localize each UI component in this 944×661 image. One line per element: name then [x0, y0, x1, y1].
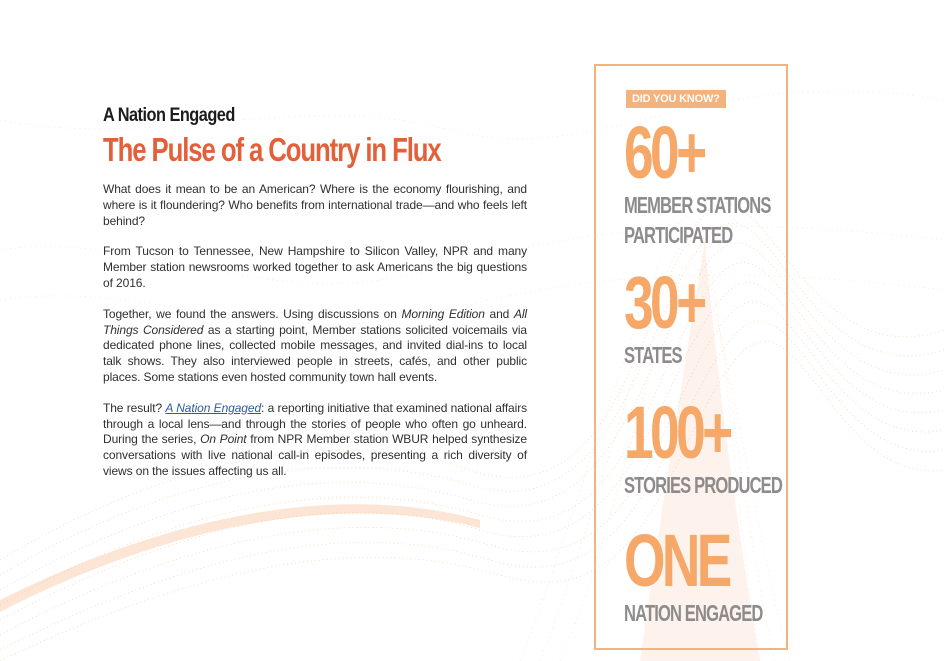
a-nation-engaged-link[interactable]: A Nation Engaged [165, 400, 262, 415]
paragraph-methods [103, 307, 527, 386]
stat-states [624, 261, 735, 370]
text-run: The result? [103, 400, 166, 415]
stat-label: PARTICIPATED [624, 222, 733, 248]
show-title-all-things-considered: All Things Considered [103, 306, 527, 337]
article-kicker: A Nation Engaged [103, 105, 235, 126]
stat-label: STATES [624, 342, 682, 368]
text-run: : a reporting initiative that examined national affairs through a local lens—and through the stories of people who often go unheard. During the series, [103, 400, 527, 447]
article-title: The Pulse of a Country in Flux [103, 131, 441, 168]
text-run: Together, we found the answers. Using discussions on [103, 306, 402, 321]
stat-label: STORIES PRODUCED [624, 472, 782, 498]
stat-value: 100+ [624, 391, 730, 474]
stat-value: 30+ [624, 261, 704, 344]
stat-value: 60+ [624, 111, 704, 194]
stat-label: NATION ENGAGED [624, 600, 763, 626]
stat-member-stations [624, 111, 827, 250]
stat-stories [624, 391, 843, 500]
stat-value: ONE [624, 519, 729, 602]
did-you-know-badge: DID YOU KNOW? [626, 90, 726, 108]
show-title-on-point: On Point [200, 432, 247, 447]
paragraph-locations: From Tucson to Tennessee, New Hampshire to Silicon Valley, NPR and many Member station newsrooms worked together to ask Americans the big questions of 2016. [103, 244, 527, 290]
text-run: and [484, 306, 514, 321]
text-run: as a starting point, Member stations solicited voicemails via dedicated phone lines, collected mobile messages, and invited dial-ins to local talk shows. They also interviewed people in streets, cafés, and other public places. Some stations even hosted community town hall events. [103, 322, 527, 384]
article [103, 104, 527, 495]
stat-nation [624, 519, 816, 628]
stat-label: MEMBER STATIONS [624, 192, 771, 218]
text-run: from NPR Member station WBUR helped synthesize conversations with live national call-in episodes, presenting a rich diversity of views on the issues affecting us all. [103, 432, 528, 478]
show-title-morning-edition: Morning Edition [401, 306, 485, 321]
paragraph-intro: What does it mean to be an American? Where is the economy flourishing, and where is it floundering? Who benefits from international trade—and who feels left behind? [103, 182, 527, 228]
did-you-know-panel [594, 64, 788, 650]
paragraph-result [103, 401, 527, 480]
